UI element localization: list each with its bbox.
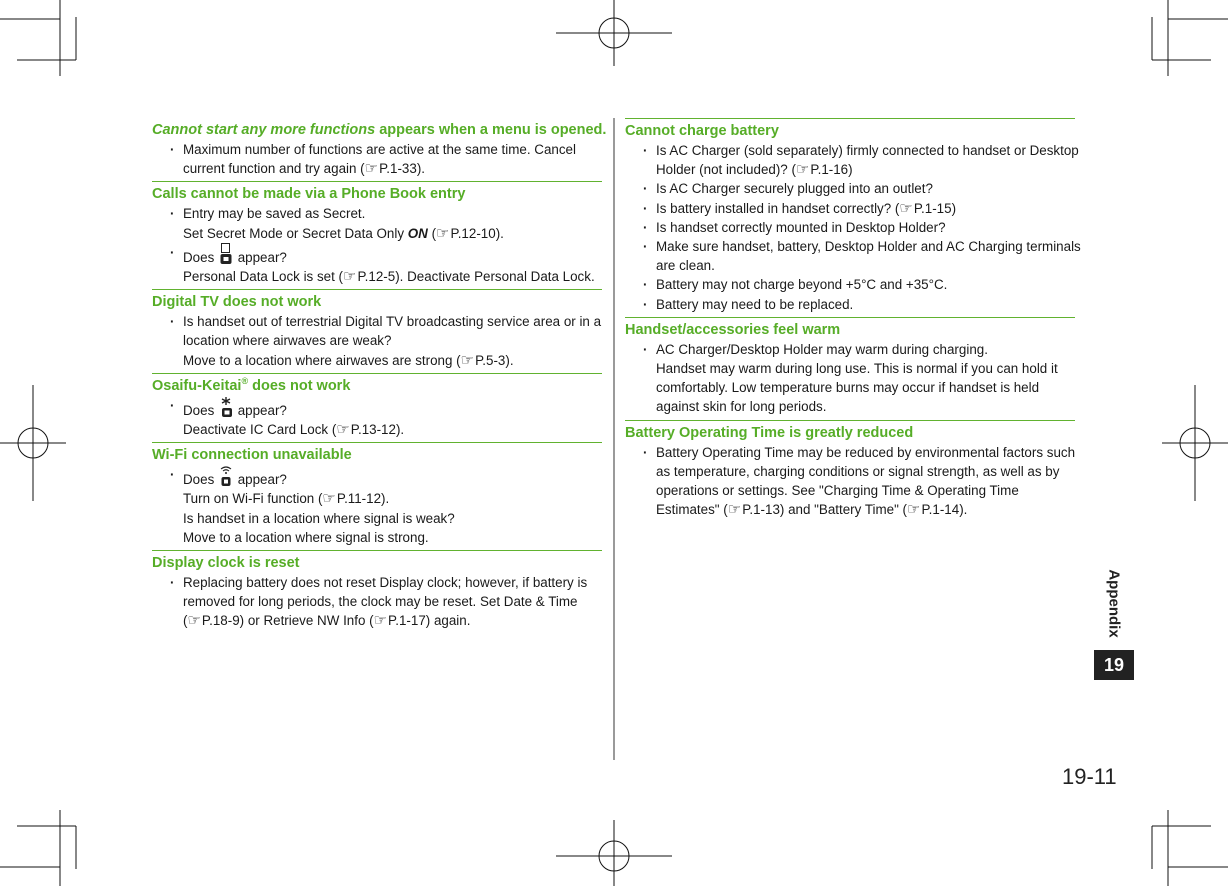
text-line [183,396,602,420]
heading-text: Cannot start any more functions [152,122,376,138]
text-span: appear? [233,402,287,418]
text-line [183,224,602,243]
text-line [183,489,602,508]
text-line [656,340,1075,359]
heading-text: Display clock is reset [152,555,300,572]
heading-text: Osaifu-Keitai [152,377,242,394]
bullet-dot: · [170,397,175,413]
personal-data-lock-icon [220,243,232,265]
heading-text: Calls cannot be made via a Phone Book entry [152,186,466,203]
heading-text: Handset/accessories feel warm [625,321,841,338]
text-line [183,465,602,489]
troubleshooting-section [152,550,602,634]
page-reference: ☞ P.1-33 [365,161,417,176]
page-number: 19-11 [1062,764,1117,789]
page-reference: ☞ P.1-17 [374,613,426,628]
page-reference: ☞ P.18-9 [187,613,239,628]
right-column [625,118,1081,522]
text-line [656,275,1075,294]
bullet-item [625,340,1075,417]
heading-text: Digital TV does not work [152,294,322,311]
page-reference: ☞ P.1-15 [899,201,951,216]
text-line [656,397,1075,416]
heading-text: Cannot charge battery [625,123,779,139]
text-span: Make sure handset, battery, Desktop Holder and AC Charging terminals [656,239,1081,255]
bullet-item [152,312,602,370]
text-span: Battery may not charge beyond +5°C and +35°C. [656,277,948,293]
text-line [656,359,1075,378]
page-reference: ☞ P.1-16 [796,162,848,177]
text-span: ). [416,161,425,177]
text-line [656,295,1075,314]
text-span: Move to a location where signal is strong. [183,529,429,545]
text-span: Does [183,249,218,265]
heading-text: Battery Operating Time is greatly reduced [625,424,914,441]
text-span: are clean. [656,258,715,274]
text-line [183,204,602,223]
text-line [656,160,1075,179]
bullet-dot: · [170,575,175,591]
text-span: ) and "Battery Time" ( [779,502,908,518]
text-span: Holder (not included)? ( [656,162,796,178]
text-line [656,500,1075,519]
text-line [183,267,602,286]
text-span: comfortably. Low temperature burns may occur if handset is held [656,380,1040,396]
text-span: Does [183,472,218,488]
troubleshooting-section [625,420,1075,523]
page-reference: ☞ P.13-12 [336,422,396,437]
bullet-item [625,275,1075,294]
text-span: Is handset in a location where signal is weak? [183,510,455,526]
section-heading [625,320,1075,340]
bullet-dot: · [170,314,175,330]
text-span: ). [381,491,390,507]
text-span: against skin for long periods. [656,399,827,415]
text-span: ). [395,422,405,438]
bullet-item [625,295,1075,314]
text-line [656,462,1075,481]
text-span: ) [951,200,957,216]
text-line [656,443,1075,462]
bullet-item [152,573,602,631]
text-line [183,159,602,178]
page-reference: ☞ P.1-13 [728,502,780,517]
text-span: Estimates" ( [656,502,728,518]
text-span: Replacing battery does not reset Display clock; however, if battery is [183,575,588,591]
text-span: Is AC Charger securely plugged into an outlet? [656,181,933,197]
text-span: Set Secret Mode or Secret Data Only [183,225,408,241]
bullet-item [152,243,602,286]
wifi-lock-icon [220,465,232,487]
text-line [183,509,602,528]
section-heading [625,121,1075,141]
text-span: appear? [233,249,287,265]
text-span: Turn on Wi-Fi function ( [183,491,323,507]
text-line [656,218,1075,237]
text-line [183,312,602,331]
text-span: Move to a location where airwaves are strong ( [183,352,461,368]
text-span: ). [505,352,514,368]
bullet-dot: · [643,219,648,235]
bullet-item [625,141,1079,179]
text-line [656,256,1075,275]
bullet-item [152,465,602,547]
section-heading [625,423,1075,443]
registered-mark: ® [241,376,249,386]
page-reference: ☞ P.5-3 [461,353,506,368]
bullet-dot: · [643,296,648,312]
text-span: Is AC Charger (sold separately) firmly connected to handset or Desktop [656,143,1079,158]
text-span: Entry may be saved as Secret. [183,206,366,222]
text-span: location where airwaves are weak? [183,333,392,349]
bullet-item [625,218,1075,237]
text-span: Is battery installed in handset correctly? ( [656,200,900,216]
text-line [183,420,602,439]
text-span: ( [427,225,437,241]
text-span: Maximum number of functions are active at the same time. Cancel [183,142,576,157]
section-heading [152,553,602,573]
bullet-dot: · [170,244,175,260]
page-reference: ☞ P.11-12 [322,491,381,506]
bullet-dot: · [643,341,648,357]
troubleshooting-section [152,118,607,181]
text-span: Deactivate IC Card Lock ( [183,422,337,438]
text-span: Battery Operating Time may be reduced by environmental factors such [656,444,1076,460]
troubleshooting-section [152,442,602,550]
text-span: ) [848,162,853,178]
text-span: ). [959,502,968,518]
text-line [656,179,1075,198]
text-span: appear? [233,472,287,488]
bullet-item [625,237,1081,275]
text-line [656,141,1079,160]
heading-text: does not work [248,377,351,394]
bullet-dot: · [643,444,648,460]
text-span: ). Deactivate Personal Data Lock. [395,269,595,285]
text-line [183,351,602,370]
text-line [183,573,602,592]
bullet-item [625,443,1075,520]
text-span: current function and try again ( [183,161,365,177]
page-reference: ☞ P.12-5 [343,269,395,284]
bullet-item [152,396,602,439]
section-heading [152,292,602,312]
text-line [183,331,602,350]
section-heading [152,184,602,204]
column-divider [613,118,615,760]
bullet-item [625,179,1075,198]
troubleshooting-section [625,317,1075,420]
text-span: ). [495,225,504,241]
text-line [656,378,1075,397]
text-span: ) again. [425,613,471,629]
bullet-dot: · [170,142,175,157]
text-span: ) or Retrieve NW Info ( [239,613,374,629]
bullet-item [625,199,1075,218]
chapter-tab-label: Appendix [1105,568,1123,638]
text-span: removed for long periods, the clock may be reset. Set Date & Time [183,594,578,610]
page-reference: ☞ P.1-14 [907,502,959,517]
bullet-dot: · [643,239,648,255]
text-span: ( [183,613,188,629]
text-line [656,481,1075,500]
text-span: Is handset out of terrestrial Digital TV broadcasting service area or in a [183,314,602,330]
section-heading [152,445,602,465]
bullet-dot: · [643,200,648,216]
text-span: Personal Data Lock is set ( [183,269,344,285]
text-line [183,592,602,611]
text-span: Battery may need to be replaced. [656,296,854,312]
ic-card-lock-icon [220,396,232,418]
text-span: Does [183,402,218,418]
heading-text: appears when a menu is opened. [375,122,607,138]
text-line [183,611,602,630]
troubleshooting-section [152,373,602,442]
section-heading [152,120,607,140]
text-line [183,243,602,267]
bullet-dot: · [643,143,648,158]
text-span: Handset may warm during long use. This is normal if you can hold it [656,361,1058,377]
left-column [152,118,607,634]
bullet-item [152,204,602,242]
troubleshooting-section [625,118,1081,317]
text-line [183,528,602,547]
text-span: as temperature, charging conditions or signal strength, as well as by [656,463,1060,479]
bullet-dot: · [643,277,648,293]
text-span: AC Charger/Desktop Holder may warm during charging. [656,341,988,357]
text-line [183,140,602,159]
heading-text: Wi-Fi connection unavailable [152,447,352,464]
bullet-dot: · [643,181,648,197]
on-setting: ON [407,225,428,241]
bullet-item [152,140,602,178]
bullet-dot: · [170,206,175,222]
text-span: Is handset correctly mounted in Desktop Holder? [656,219,946,235]
text-line [656,237,1081,256]
troubleshooting-section [152,289,602,373]
page-reference: ☞ P.12-10 [436,226,496,241]
text-span: operations or settings. See "Charging Time & Operating Time [656,483,1019,499]
chapter-tab-number: 19 [1094,650,1134,680]
bullet-dot: · [170,467,175,483]
section-heading [152,376,602,396]
troubleshooting-section [152,181,602,289]
text-line [656,199,1075,218]
